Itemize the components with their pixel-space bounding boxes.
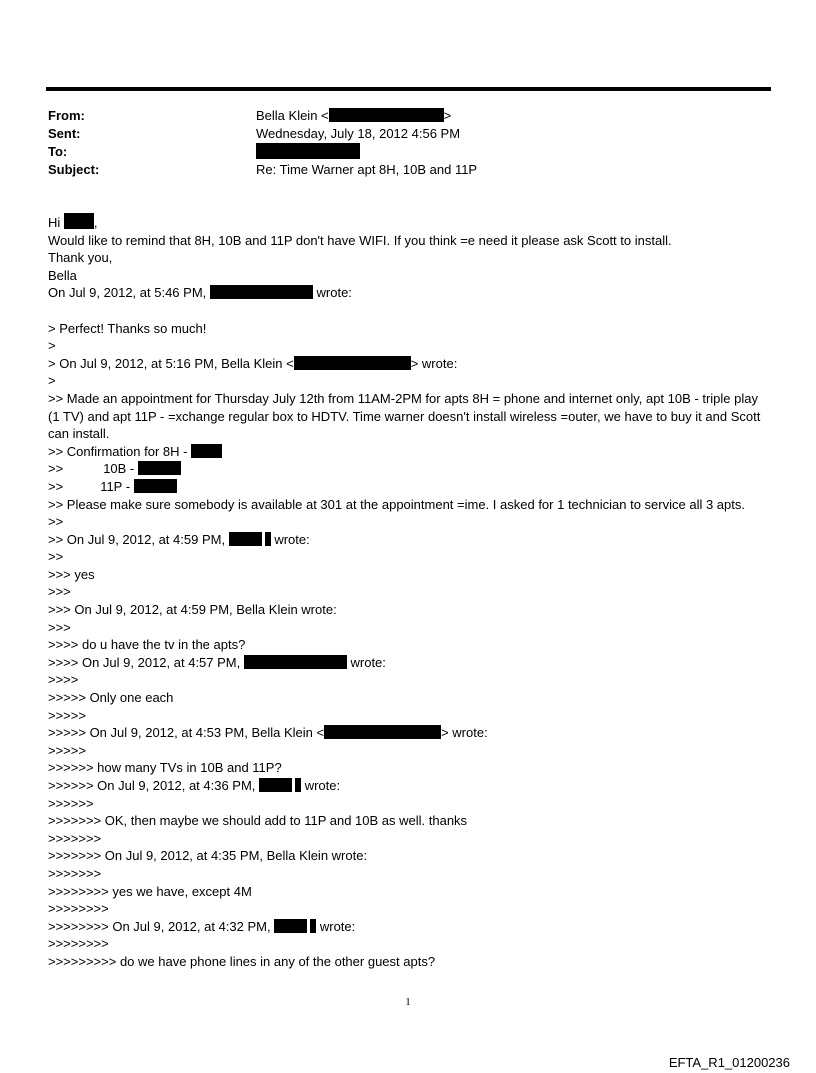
email-body <box>48 213 773 971</box>
redaction-bar <box>229 532 262 546</box>
body-line: >>>>> <box>48 707 86 723</box>
redaction-bar <box>324 725 441 739</box>
body-line: >>>>>> how many TVs in 10B and 11P? <box>48 760 282 776</box>
body-line: > <box>48 338 56 354</box>
redaction-bar <box>134 479 177 493</box>
greeting-line: Hi , <box>48 215 98 230</box>
body-line: >>>>>>> OK, then maybe we should add to 11P and 10B as well. thanks <box>48 813 468 829</box>
body-line: >> Please make sure somebody is available at 301 at the appointment =ime. I asked for 1 technician to service all 3 apts. <box>48 496 745 512</box>
body-line: >> <box>48 549 64 565</box>
quote-header-line: >> On Jul 9, 2012, at 4:59 PM, wrote: <box>48 531 310 547</box>
redaction-bar <box>210 285 313 299</box>
body-line: Bella <box>48 267 77 283</box>
redaction-bar <box>295 778 301 792</box>
redaction-bar <box>310 919 316 933</box>
redaction-bar <box>274 919 307 933</box>
redaction-bar <box>259 778 292 792</box>
body-line: >>>>> Only one each <box>48 690 174 706</box>
sent-label: Sent: <box>48 126 81 141</box>
body-line: >>> On Jul 9, 2012, at 4:59 PM, Bella Klein wrote: <box>48 602 337 618</box>
to-value <box>256 143 360 162</box>
sent-value: Wednesday, July 18, 2012 4:56 PM <box>256 126 461 141</box>
confirmation-line: >> Confirmation for 8H - <box>48 443 773 461</box>
body-line: >>>>>> <box>48 795 94 811</box>
body-line: >>>>>>> On Jul 9, 2012, at 4:35 PM, Bella Klein wrote: <box>48 848 368 864</box>
to-label: To: <box>48 144 68 159</box>
redaction-bar <box>64 213 94 229</box>
redaction-bar <box>329 108 444 122</box>
page-number: 1 <box>405 996 411 1008</box>
body-line: >>> yes <box>48 566 95 582</box>
quote-header-line: >>>> On Jul 9, 2012, at 4:57 PM, wrote: <box>48 654 386 670</box>
body-line: >>>>>>> <box>48 865 102 881</box>
body-line: >>>>>>>> <box>48 936 109 952</box>
subject-label: Subject: <box>48 162 100 177</box>
body-line: Would like to remind that 8H, 10B and 11P don't have WIFI. If you think =e need it please ask Scott to install. <box>48 232 672 248</box>
header-rule <box>46 87 771 91</box>
body-line: >>>>> <box>48 742 86 758</box>
confirmation-line: >> 10B - <box>48 460 773 478</box>
body-line: > Perfect! Thanks so much! <box>48 320 207 336</box>
quote-header-line: >>>>>>>> On Jul 9, 2012, at 4:32 PM, wrote: <box>48 918 356 934</box>
confirmation-line: >> 11P - <box>48 478 773 496</box>
quote-header-line: On Jul 9, 2012, at 5:46 PM, wrote: <box>48 285 352 301</box>
quote-header-line: >>>>>> On Jul 9, 2012, at 4:36 PM, wrote: <box>48 778 341 793</box>
body-line: >>>>>>>> <box>48 901 109 917</box>
from-label: From: <box>48 108 85 123</box>
body-paragraph: >> Made an appointment for Thursday July 12th from 11AM-2PM for apts 8H = phone and internet only, apt 10B - triple play (1 TV) and apt 11P - =xchange regular box to HDTV. Time warner doesn't install wireless =outer, we have to buy it and Scott can install. <box>48 390 761 442</box>
redaction-bar <box>191 444 222 458</box>
redaction-bar <box>265 532 271 546</box>
body-line: >> <box>48 514 64 530</box>
redaction-bar <box>256 143 360 159</box>
body-line: >>>>>>> <box>48 830 102 846</box>
body-line: >>>> do u have the tv in the apts? <box>48 637 246 653</box>
subject-value: Re: Time Warner apt 8H, 10B and 11P <box>256 162 478 177</box>
body-line: >>>>>>>> yes we have, except 4M <box>48 883 252 899</box>
body-line: >>> <box>48 619 71 635</box>
body-line: >>> <box>48 584 71 600</box>
body-line: > <box>48 373 56 389</box>
body-line <box>48 302 773 320</box>
body-line: >>>>>>>>> do we have phone lines in any of the other guest apts? <box>48 953 436 969</box>
body-line: Thank you, <box>48 250 113 266</box>
body-line: >>>> <box>48 672 79 688</box>
quote-header-line: >>>>> On Jul 9, 2012, at 4:53 PM, Bella Klein < > wrote: <box>48 725 488 741</box>
document-id: EFTA_R1_01200236 <box>668 1055 790 1070</box>
from-value: Bella Klein < > <box>256 108 452 123</box>
redaction-bar <box>244 655 347 669</box>
redaction-bar <box>294 356 411 370</box>
redaction-bar <box>138 461 181 475</box>
quote-header-line: > On Jul 9, 2012, at 5:16 PM, Bella Klein < > wrote: <box>48 355 458 371</box>
